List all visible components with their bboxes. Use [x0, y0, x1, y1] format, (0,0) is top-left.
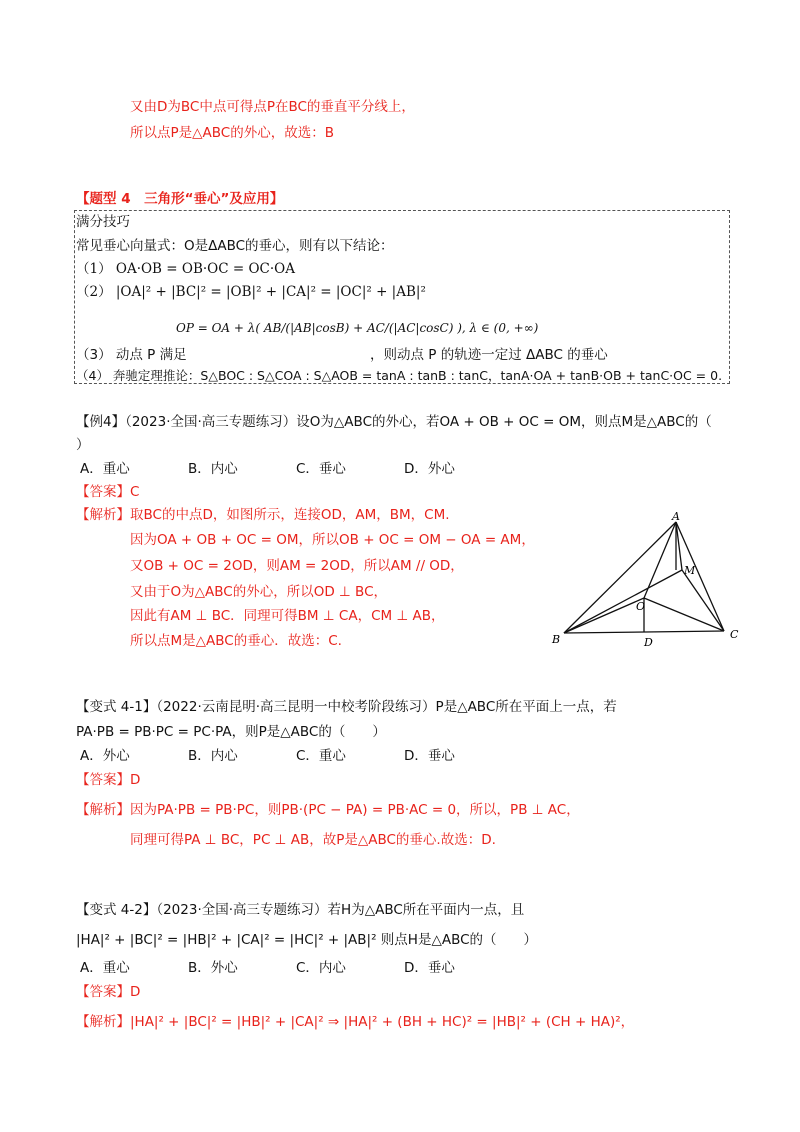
- example4-answer: [76, 482, 139, 502]
- label-m: M: [684, 564, 696, 577]
- tips-item-3-formula: OP = OA + λ( AB/(|AB|cosB) + AC/(|AC|cosC) ), λ ∈ (0, +∞): [176, 321, 539, 335]
- example4-analysis-line-1: 因为OA + OB + OC = OM，所以OB + OC = OM − OA = AM，: [130, 532, 535, 548]
- tips-item-1: （1） OA·OB = OB·OC = OC·OA: [76, 261, 295, 277]
- variant41-option-a: A．外心: [80, 748, 130, 764]
- variant42-stem-line1: [76, 900, 524, 920]
- variant42-option-c: C．内心: [296, 960, 346, 976]
- variant41-analysis-label: 【解析】: [76, 802, 130, 818]
- segment-bm: [564, 570, 682, 633]
- variant41-stem-line1: [76, 697, 617, 717]
- segment-oa: [644, 522, 676, 598]
- variant42-stem-line2: |HA|² + |BC|² = |HB|² + |CA|² = |HC|² + |AB|² 则点H是△ABC的（ ）: [76, 932, 538, 948]
- variant41-answer: [76, 770, 140, 790]
- example4-answer-label: 【答案】: [76, 484, 130, 500]
- variant42-option-b: B．外心: [188, 960, 238, 976]
- variant42-option-d: D．垂心: [404, 960, 455, 976]
- example4-option-b: B．内心: [188, 461, 238, 477]
- variant42-label: 【变式 4-2】: [76, 902, 157, 918]
- variant41-option-c: C．重心: [296, 748, 346, 764]
- variant42-source: （2023·全国·高三专题练习）: [156, 902, 328, 918]
- tips-item-2: （2） |OA|² + |BC|² = |OB|² + |CA|² = |OC|² + |AB|²: [76, 284, 426, 300]
- tips-item-3-tail: ，则动点 P 的轨迹一定过 ΔABC 的垂心: [370, 347, 608, 363]
- example4-stem: 设O为△ABC的外心，若OA + OB + OC = OM，则点M是△ABC的（: [296, 414, 712, 430]
- variant41-answer-label: 【答案】: [76, 772, 130, 788]
- example4-option-a: A．重心: [80, 461, 130, 477]
- example4-label: 【例4】: [76, 414, 126, 430]
- triangle-figure: [546, 510, 746, 650]
- variant42-analysis-label: 【解析】: [76, 1014, 130, 1030]
- tips-title: 满分技巧: [76, 214, 130, 230]
- label-a: A: [672, 510, 680, 523]
- variant42-answer: [76, 982, 140, 1002]
- variant41-analysis-line-1: 同理可得PA ⊥ BC，PC ⊥ AB，故P是△ABC的垂心.故选：D.: [130, 832, 496, 848]
- example4-option-d: D．外心: [404, 461, 455, 477]
- label-d: D: [644, 636, 653, 649]
- variant41-analysis-line-0: [76, 800, 580, 820]
- variant42-option-a: A．重心: [80, 960, 130, 976]
- prev-line-1: 又由D为BC中点可得点P在BC的垂直平分线上，: [130, 99, 415, 115]
- example4-stem-line2: ）: [76, 437, 90, 453]
- variant41-answer-value: D: [130, 772, 141, 788]
- tips-item-4: （4） 奔驰定理推论：S△BOC : S△COA : S△AOB = tanA : tanB : tanC，tanA·OA + tanB·OB + tanC·OC = 0.: [76, 368, 723, 383]
- example4-analysis-line-3: 又由于O为△ABC的外心，所以OD ⊥ BC，: [130, 584, 388, 600]
- variant42-analysis-text-0: |HA|² + |BC|² = |HB|² + |CA|² ⇒ |HA|² + (BH + HC)² = |HB|² + (CH + HA)²，: [130, 1014, 635, 1030]
- label-c: C: [730, 628, 739, 641]
- section-title: 【题型 4 三角形“垂心”及应用】: [76, 191, 284, 207]
- example4-analysis-line-4: 因此有AM ⊥ BC．同理可得BM ⊥ CA，CM ⊥ AB，: [130, 608, 445, 624]
- label-o: O: [636, 600, 646, 613]
- example4-analysis-line-5: 所以点M是△ABC的垂心．故选：C.: [130, 633, 342, 649]
- example4-stem-line1: [76, 412, 712, 432]
- variant41-stem-line2: PA·PB = PB·PC = PC·PA，则P是△ABC的（ ）: [76, 724, 386, 740]
- example4-answer-value: C: [130, 484, 140, 500]
- example4-option-c: C．垂心: [296, 461, 346, 477]
- example4-source: （2023·全国·高三专题练习）: [125, 414, 297, 430]
- example4-analysis-label: 【解析】: [76, 507, 130, 523]
- example4-analysis-line-0: [76, 505, 450, 525]
- variant41-label: 【变式 4-1】: [76, 699, 157, 715]
- variant42-analysis-line-0: [76, 1012, 634, 1032]
- prev-line-2: 所以点P是△ABC的外心，故选：B: [130, 125, 334, 141]
- label-b: B: [552, 633, 561, 646]
- variant42-answer-label: 【答案】: [76, 984, 130, 1000]
- variant41-stem: P是△ABC所在平面上一点，若: [435, 699, 617, 715]
- variant41-option-d: D．垂心: [404, 748, 455, 764]
- side-ab: [564, 522, 676, 633]
- example4-analysis-line-2: 又OB + OC = 2OD，则AM = 2OD，所以AM // OD，: [130, 558, 464, 574]
- variant41-analysis-text-0: 因为PA·PB = PB·PC，则PB·(PC − PA) = PB·AC = 0，所以，PB ⊥ AC，: [130, 802, 580, 818]
- variant41-option-b: B．内心: [188, 748, 238, 764]
- tips-intro: 常见垂心向量式：O是ΔABC的垂心，则有以下结论：: [76, 238, 394, 254]
- variant42-stem: 若H为△ABC所在平面内一点，且: [327, 902, 525, 918]
- example4-analysis-text-0: 取BC的中点D，如图所示，连接OD，AM，BM，CM.: [130, 507, 450, 523]
- tips-item-3-label: （3） 动点 P 满足: [76, 347, 187, 363]
- segment-ob: [564, 598, 644, 633]
- variant41-source: （2022·云南昆明·高三昆明一中校考阶段练习）: [156, 699, 436, 715]
- variant42-answer-value: D: [130, 984, 141, 1000]
